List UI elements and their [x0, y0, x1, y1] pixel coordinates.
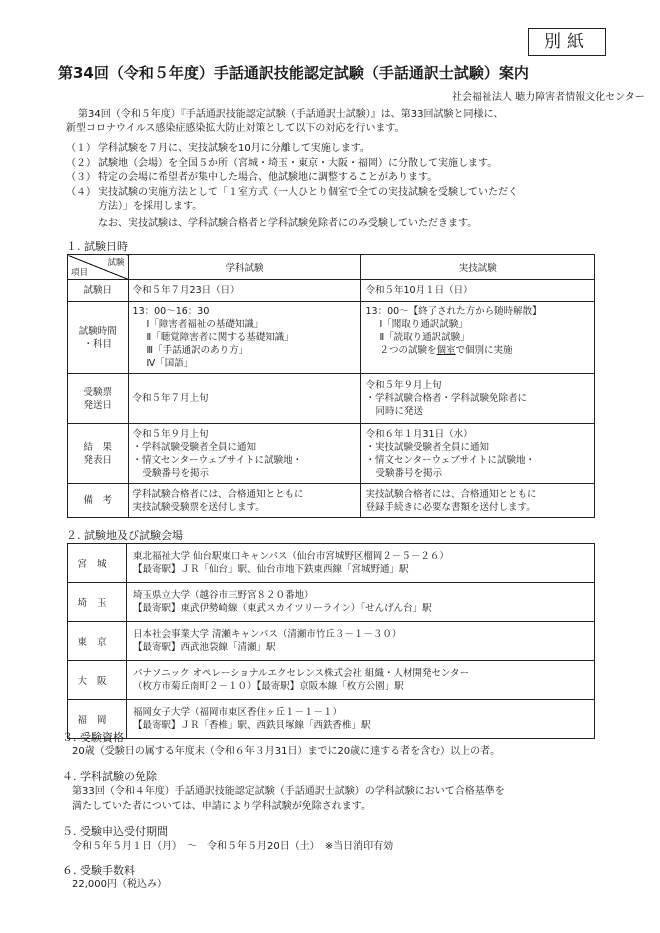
section-heading-period: ５. 受験申込受付期間: [62, 825, 168, 838]
intro-line-1: 第34回（令和５年度）『手話通訳技能認定試験（手話通訳士試験）』は、第33回試験と同様に、: [78, 109, 504, 120]
section-heading-schedule: １. 試験日時: [66, 240, 128, 253]
page-title: 第34回（令和５年度）手話通訳技能認定試験（手話通訳士試験）案内: [58, 64, 529, 82]
exam-fee: 22,000円（税込み）: [72, 879, 167, 890]
venue-info: 埼玉県立大学（越谷市三野宮８２０番地） 【最寄駅】東武伊勢崎線（東武スカイツリーライン）「せんげん台」駅: [127, 583, 595, 622]
venue-prefecture: 福岡: [68, 700, 127, 739]
venue-row: [68, 544, 595, 583]
column-header-gakka: 学科試験: [128, 255, 361, 280]
table-header-row: [68, 255, 595, 280]
point-number: （４）: [66, 186, 96, 198]
row-label: 備 考: [68, 484, 129, 518]
jitsugi-cell: 令和５年10月１日（日）: [361, 280, 595, 302]
attachment-tag: 別紙: [528, 28, 606, 56]
intro-line-2: 新型コロナウイルス感染症感染拡大防止対策として以下の対応を行います。: [66, 123, 405, 134]
table-row: [68, 424, 595, 484]
gakka-cell: 令和５年７月23日（日）: [128, 280, 361, 302]
point-text: 方法）」を採用します。: [98, 201, 203, 212]
point-number: （２）: [66, 157, 96, 169]
venue-row: [68, 622, 595, 661]
point-list: [66, 142, 518, 215]
gakka-cell: 13：00〜16：30 Ⅰ「障害者福祉の基礎知識」 Ⅱ「聴覚障害者に関する基礎知識」 Ⅲ「手話通訳のあり方」 Ⅳ「国語」: [128, 302, 361, 374]
point-number: （１）: [66, 143, 96, 154]
section-heading-exemption: ４. 学科試験の免除: [62, 770, 157, 783]
eligibility-text: 20歳（受験日の属する年度末（令和６年３月31日）までに20歳に達する者を含む）以上の者。: [72, 746, 501, 757]
exemption-line-1: 第33回（令和４年度）手話通訳技能認定試験（手話通訳士試験）の学科試験において合格基準を: [72, 786, 505, 797]
point-text: 実技試験の実施方法として「１室方式（一人ひとり個室で全ての実技試験を受験していただく: [98, 186, 518, 198]
venue-row: [68, 700, 595, 739]
organization-name: 社会福祉法人 聴力障害者情報文化センター: [452, 92, 645, 103]
venue-prefecture: 埼玉: [68, 583, 127, 622]
corner-label-item: 項目: [71, 268, 89, 278]
section-heading-venues: ２. 試験地及び試験会場: [66, 529, 183, 542]
column-header-jitsugi: 実技試験: [361, 255, 595, 280]
venue-row: [68, 661, 595, 700]
venue-info: 東北福祉大学 仙台駅東口キャンパス（仙台市宮城野区榴岡２－５－２６） 【最寄駅】ＪＲ「仙台」駅、仙台市地下鉄東西線「宮城野通」駅: [127, 544, 595, 583]
jitsugi-cell: 13：00〜【終了された方から随時解散】 Ⅰ「聞取り通訳試験」 Ⅱ「読取り通訳試験」 ２つの試験を個室で個別に実施: [361, 302, 595, 374]
gakka-cell: 学科試験合格者には、合格通知とともに 実技試験受験票を送付します。: [128, 484, 361, 518]
jitsugi-cell: 実技試験合格者には、合格通知とともに 登録手続きに必要な書類を送付します。: [361, 484, 595, 518]
section-heading-eligibility: ３. 受験資格: [62, 731, 124, 744]
application-period: 令和５年５月１日（月） 〜 令和５年５月20日（土） ※当日消印有効: [72, 841, 394, 852]
point-text: 試験地（会場）を全国５か所（宮城・埼玉・東京・大阪・福岡）に分散して実施します。: [98, 157, 498, 169]
row-label: 試験日: [68, 280, 129, 302]
point-item-continued: [66, 200, 518, 215]
point-item: [66, 142, 518, 157]
table-row: [68, 484, 595, 518]
gakka-cell: 令和５年９月上旬 ・学科試験受験者全員に通知 ・情文センターウェブサイトに試験地・ 受験番号を掲示: [128, 424, 361, 484]
row-label: 結 果 発表日: [68, 424, 129, 484]
venue-info: 福岡女子大学（福岡市東区香住ヶ丘１－１－１） 【最寄駅】ＪＲ「香椎」駅、西鉄貝塚線「西鉄香椎」駅: [127, 700, 595, 739]
table-corner-cell: [68, 255, 129, 280]
table-row: [68, 280, 595, 302]
point-text: 学科試験を７月に、実技試験を10月に分離して実施します。: [98, 143, 370, 154]
exemption-line-2: 満たしていた者については、申請により学科試験が免除されます。: [72, 801, 371, 812]
corner-label-test: 試験: [107, 258, 125, 268]
row-label: 試験時間 ・科目: [68, 302, 129, 374]
point-item: [66, 186, 518, 201]
venue-row: [68, 583, 595, 622]
point-item: [66, 171, 518, 186]
jitsugi-cell: 令和６年１月31日（水） ・実技試験受験者全員に通知 ・情文センターウェブサイトに試験地・ 受験番号を掲示: [361, 424, 595, 484]
section-heading-fee: ６. 受験手数料: [62, 864, 135, 877]
point-number: （３）: [66, 172, 96, 183]
venue-info: 日本社会事業大学 清瀬キャンパス（清瀬市竹丘３－１－３０） 【最寄駅】西武池袋線「清瀬」駅: [127, 622, 595, 661]
gakka-cell: 令和５年７月上旬: [128, 374, 361, 424]
point-item: [66, 157, 518, 172]
venue-prefecture: 宮城: [68, 544, 127, 583]
table-row: [68, 374, 595, 424]
venue-info: パナソニック オペレーショナルエクセレンス株式会社 組織・人材開発センター （枚方市菊丘南町２－１０）【最寄駅】京阪本線「枚方公園」駅: [127, 661, 595, 700]
venue-prefecture: 大阪: [68, 661, 127, 700]
table-row: [68, 302, 595, 374]
venue-prefecture: 東京: [68, 622, 127, 661]
jitsugi-cell: 令和５年９月上旬 ・学科試験合格者・学科試験免除者に 同時に発送: [361, 374, 595, 424]
row-label: 受験票 発送日: [68, 374, 129, 424]
note-text: なお、実技試験は、学科試験合格者と学科試験免除者にのみ受験していただきます。: [98, 218, 478, 229]
point-text: 特定の会場に希望者が集中した場合、他試験地に調整することがあります。: [98, 172, 438, 183]
venue-table: [67, 543, 595, 739]
schedule-table: [67, 254, 595, 518]
